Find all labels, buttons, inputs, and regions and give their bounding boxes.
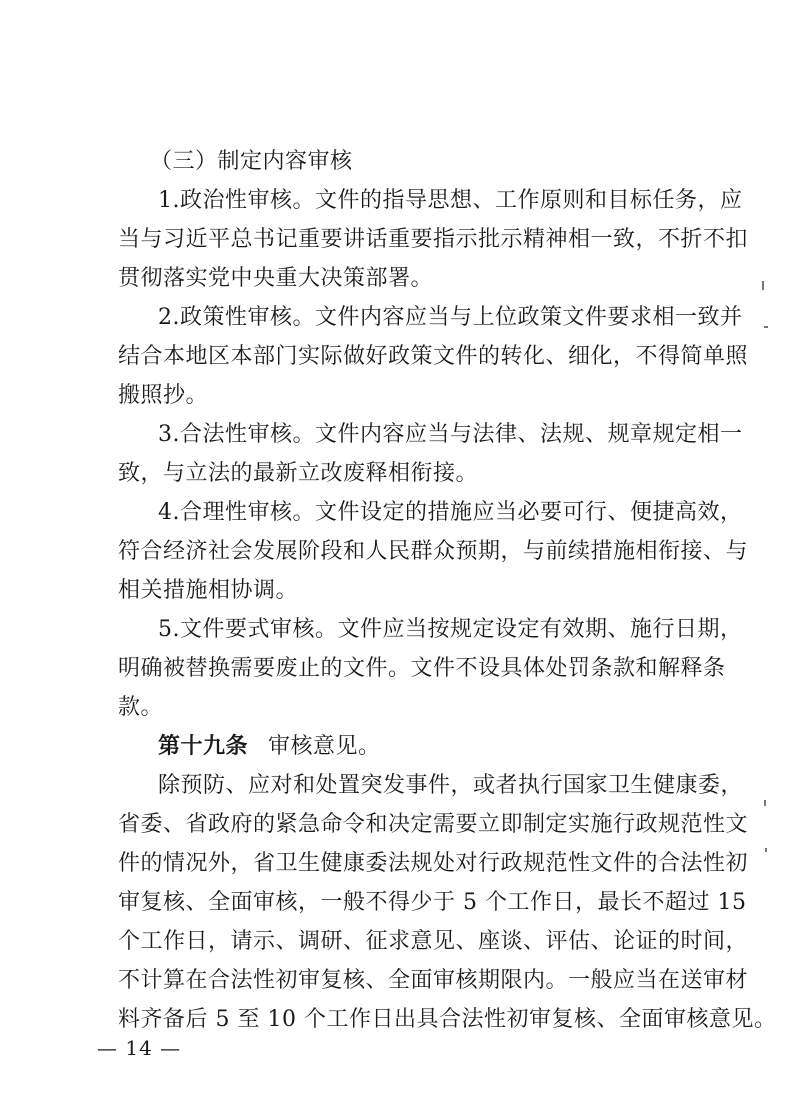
item-legality-review <box>118 415 743 493</box>
paragraph-line: 明确被替换需要废止的文件。文件不设具体处罚条款和解释条 <box>118 656 726 681</box>
article-heading <box>118 727 698 766</box>
paragraph-line: 个工作日，请示、调研、征求意见、座谈、评估、论证的时间， <box>118 929 749 954</box>
scan-mark <box>764 800 766 806</box>
paragraph-line: 件的情况外，省卫生健康委法规处对行政规范性文件的合法性初 <box>118 851 749 876</box>
paragraph-line: 料齐备后 5 至 10 个工作日出具合法性初审复核、全面审核意见。 <box>118 1007 777 1032</box>
paragraph-line: 除预防、应对和处置突发事件，或者执行国家卫生健康委， <box>158 773 744 798</box>
paragraph-line: 省委、省政府的紧急命令和决定需要立即制定实施行政规范性文 <box>118 812 749 837</box>
paragraph-line: 4.合理性审核。文件设定的措施应当必要可行、便捷高效， <box>158 500 743 525</box>
paragraph-line: 不计算在合法性初审复核、全面审核期限内。一般应当在送审材 <box>118 968 749 993</box>
scan-mark <box>764 326 768 328</box>
paragraph-line: 结合本地区本部门实际做好政策文件的转化、细化，不得简单照 <box>118 344 749 369</box>
paragraph-line: 审复核、全面审核，一般不得少于 5 个工作日，最长不超过 15 <box>118 890 747 915</box>
paragraph-line: 致，与立法的最新立改废释相衔接。 <box>118 461 479 486</box>
paragraph-line: 相关措施相协调。 <box>118 578 299 603</box>
paragraph-line: 5.文件要式审核。文件应当按规定设定有效期、施行日期， <box>158 617 743 642</box>
article-body <box>118 766 777 1039</box>
paragraph-line: 3.合法性审核。文件内容应当与法律、法规、规章规定相一 <box>158 422 743 447</box>
paragraph-line: 贯彻落实党中央重大决策部署。 <box>118 266 434 291</box>
document-body <box>118 142 777 1039</box>
item-policy-review <box>118 298 749 415</box>
paragraph-line: 当与习近平总书记重要讲话重要指示批示精神相一致，不折不扣 <box>118 227 749 252</box>
scan-mark <box>765 848 767 852</box>
paragraph-line: 符合经济社会发展阶段和人民群众预期，与前续措施相衔接、与 <box>118 539 749 564</box>
section-heading: （三）制定内容审核 <box>150 149 353 174</box>
item-political-review <box>118 181 749 298</box>
scan-mark <box>762 281 764 290</box>
paragraph-line: 2.政策性审核。文件内容应当与上位政策文件要求相一致并 <box>158 305 743 330</box>
article-number: 第十九条 <box>158 733 249 759</box>
page-number: — 14 — <box>97 1036 182 1060</box>
paragraph-line: 款。 <box>118 695 164 720</box>
item-rationality-review <box>118 493 749 610</box>
paragraph-line: 1.政治性审核。文件的指导思想、工作原则和目标任务，应 <box>158 188 743 213</box>
paragraph-line: 搬照抄。 <box>118 383 209 408</box>
article-title: 审核意见。 <box>268 734 381 759</box>
item-format-review <box>118 610 743 727</box>
